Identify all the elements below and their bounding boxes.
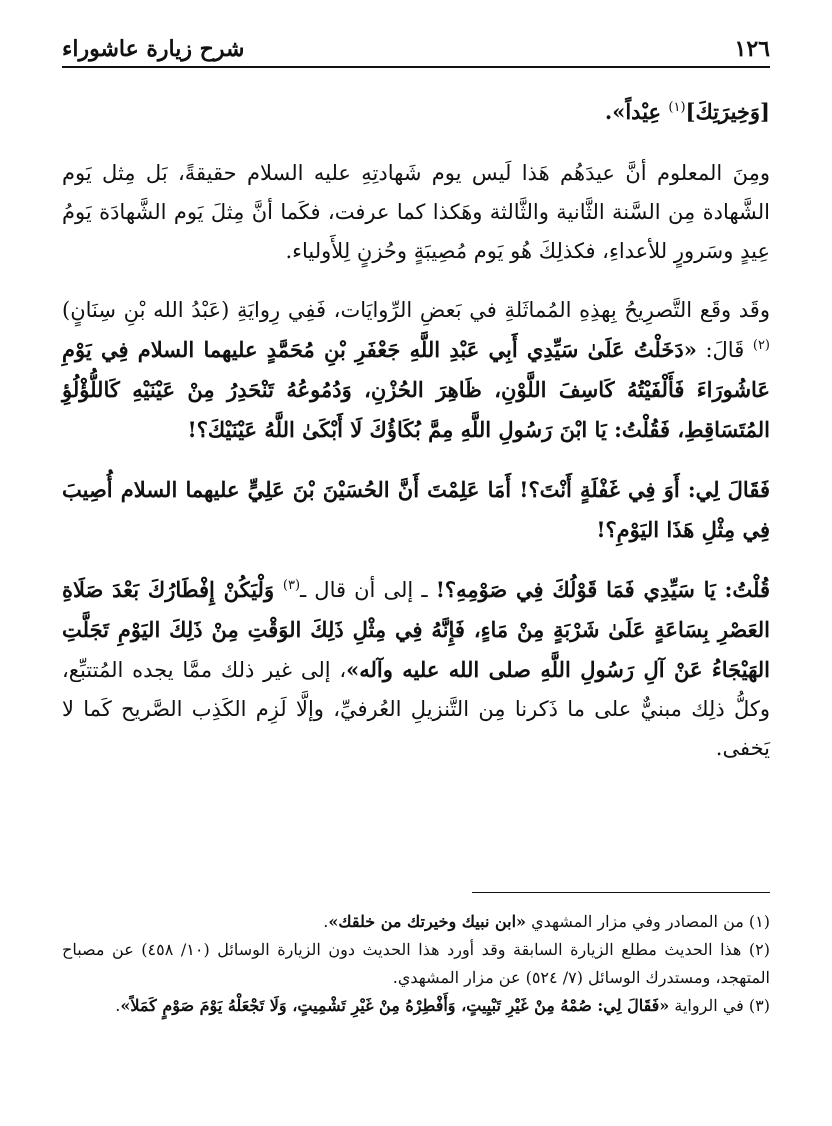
quote-text: [وَخِيرَتِكَ] (685, 99, 770, 124)
main-text (62, 92, 770, 788)
paragraph-text: ومِنَ المعلوم أنَّ عيدَهُم هَذا لَيس يوم شَهادتِهِ عليه السلام حقيقةً، بَل مِثل يَوم الشَّهادة مِن السَّنة الثَّانية والثَّالثة وهَكذا كما عرفت، فكَما أنَّ مِثلَ يَوم الشَّهادَة يَومُ عِيدٍ وسَرورٍ للأعداءِ، فكذلِكَ هُو يَوم مُصِيبَةٍ وحُزنٍ لِلأَولياء. (62, 161, 770, 263)
quote-text: عِيْداً». (604, 99, 669, 124)
footnote-text: . (323, 912, 329, 931)
footnote-marker: (١) (668, 100, 686, 115)
header-rule (62, 66, 770, 68)
quote-text: «دَخَلْتُ عَلَىٰ سَيِّدِي أَبِي عَبْدِ اللَّهِ جَعْفَرِ بْنِ مُحَمَّدٍ عليهما السلام فِي يَوْمِ عَاشُورَاءَ فَأَلْفَيْتُهُ كَاسِفَ اللَّوْنِ، ظَاهِرَ الحُزْنِ، وَدُمُوعُهُ تَنْحَدِرُ مِنْ عَيْنَيْهِ كَاللُّؤْلُؤِ المُتَسَاقِطِ، فَقُلْتُ: يَا ابْنَ رَسُولِ اللَّهِ مِمَّ بُكَاؤُكَ لَا أَبْكَىٰ اللَّهُ عَيْنَيْكَ؟! (62, 337, 770, 442)
paragraph-text: وقَد وقَع التَّصرِيحُ بِهذِهِ المُماثَلةِ في بَعضِ الرِّوايَات، فَفِي رِوايَةِ (عَبْدُ الله بْنِ سِنَانٍ) (62, 298, 770, 322)
footnote-marker: (٣) (282, 578, 301, 593)
footnote-2 (62, 936, 770, 992)
paragraph-text: ـ إلى أن قال ـ (300, 578, 436, 602)
page-header (62, 28, 770, 62)
paragraph-5 (62, 570, 770, 768)
paragraph-1 (62, 92, 770, 132)
page-number: ١٢٦ (734, 36, 770, 62)
paragraph-2 (62, 154, 770, 271)
paragraph-4 (62, 470, 770, 550)
footnote-text: (٣) في الرواية (669, 996, 770, 1015)
footnote-rule (472, 892, 770, 893)
footnote-1 (62, 908, 770, 936)
footnote-text: (١) من المصادر وفي مزار المشهدي (526, 912, 770, 931)
quote-text: وَلْيَكُنْ إِفْطَارُكَ بَعْدَ صَلَاةِ العَصْرِ بِسَاعَةٍ عَلَىٰ شَرْبَةٍ مِنْ مَاءٍ، فَإِنَّهُ فِي مِثْلِ ذَلِكَ الوَقْتِ مِنْ ذَلِكَ اليَوْمِ تَجَلَّتِ الهَيْجَاءُ عَنْ آلِ رَسُولِ اللَّهِ صلى الله عليه وآله» (62, 577, 770, 682)
footnote-3 (62, 992, 770, 1020)
paragraph-text: ، إلى غير ذلك ممَّا يجده المُتتبِّع، وكلُّ ذلِك مبنيٌّ على ما ذَكرنا مِن التَّنزيلِ العُرفيِّ، وإلَّا لَزِم الكَذِب الصَّريح كَما لا يَخفى. (62, 658, 770, 760)
footnote-quote: «ابن نبيك وخيرتك من خلقك» (328, 912, 527, 931)
paragraph-text: قَالَ: (696, 338, 753, 362)
running-title: شرح زيارة عاشوراء (62, 36, 245, 62)
quote-text: فَقَالَ لِي: أَوَ فِي غَفْلَةٍ أَنْتَ؟! أَمَا عَلِمْتَ أَنَّ الحُسَيْنَ بْنَ عَلِيٍّ عليهما السلام أُصِيبَ فِي مِثْلِ هَذَا اليَوْمِ؟! (62, 477, 770, 542)
footnotes (62, 908, 770, 1020)
footnote-marker: (٢) (752, 338, 770, 353)
footnote-text: . (115, 996, 121, 1015)
footnote-quote: «فَقَالَ لِي: صُمْهُ مِنْ غَيْرِ تَبْيِيتٍ، وَأَفْطِرْهُ مِنْ غَيْرِ تَشْمِيتٍ، وَلَا تَجْعَلْهُ يَوْمَ صَوْمٍ كَمَلاً» (120, 996, 670, 1015)
paragraph-3 (62, 291, 770, 450)
footnote-text: (٢) هذا الحديث مطلع الزيارة السابقة وقد أورد هذا الحديث دون الزيارة الوسائل (١٠/ ٤٥٨) عن مصباح المتهجد، ومستدرك الوسائل (٧/ ٥٢٤) عن مزار المشهدي. (62, 940, 770, 987)
quote-text: قُلْتُ: يَا سَيِّدِي فَمَا قَوْلُكَ فِي صَوْمِهِ؟! (435, 577, 770, 602)
